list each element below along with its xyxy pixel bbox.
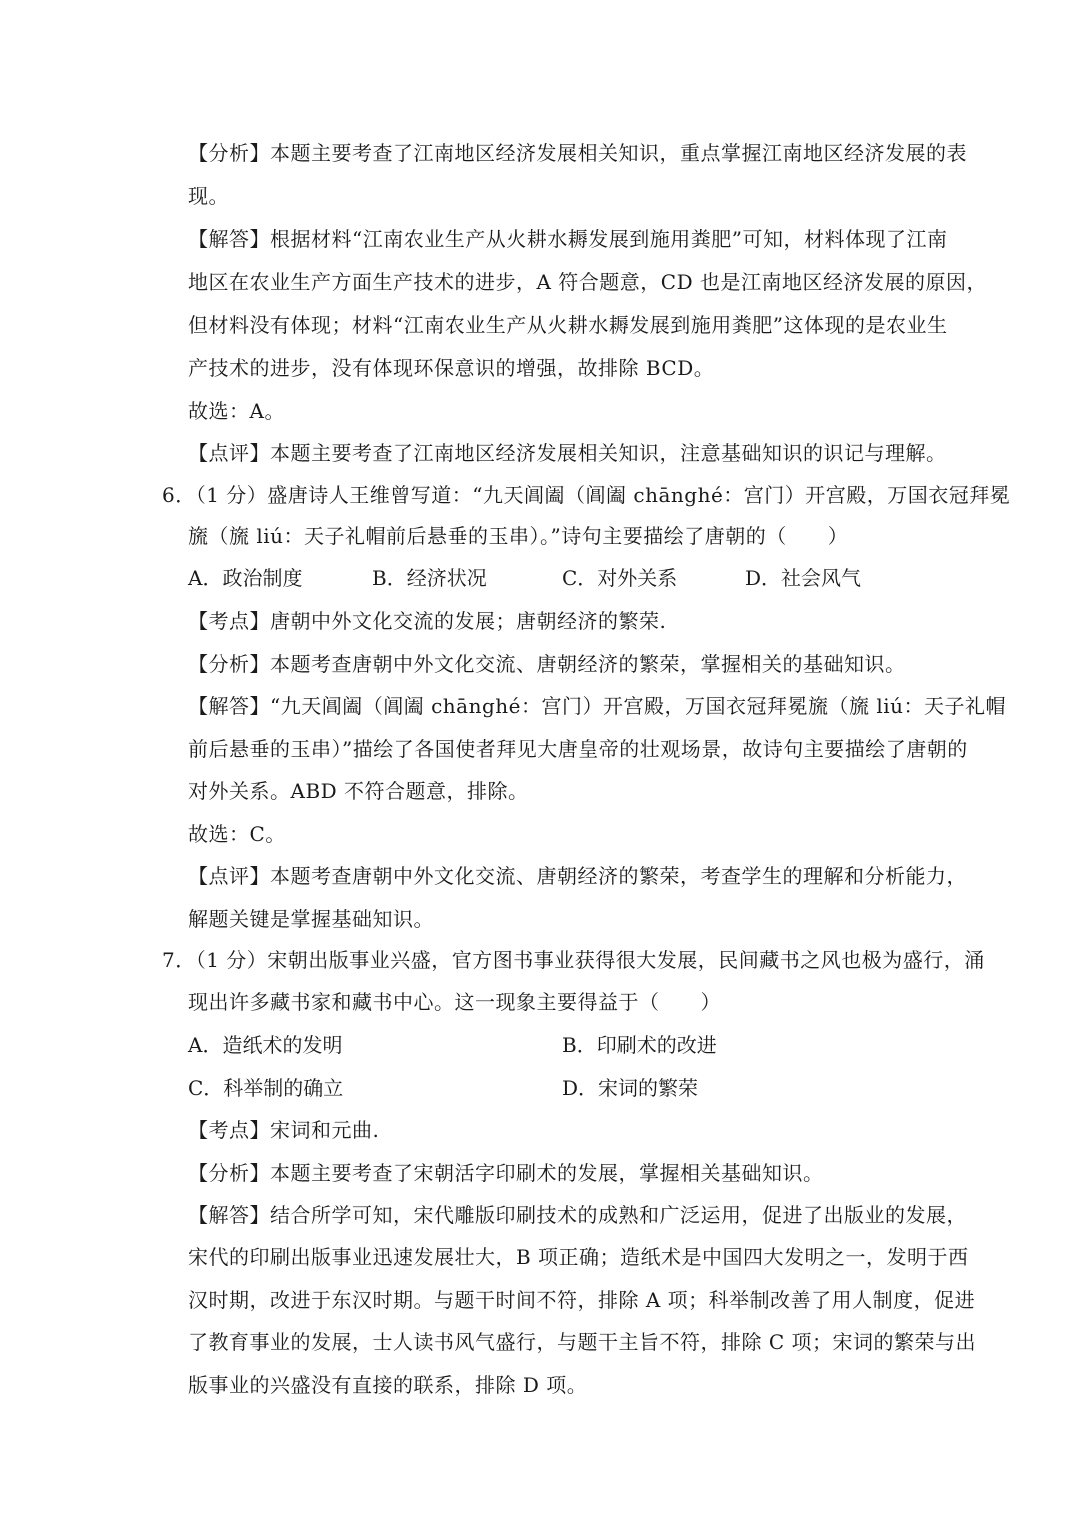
q6-option-a: A．政治制度 — [188, 566, 303, 590]
q5-answer-line-3: 但材料没有体现；材料“江南农业生产从火耕水耨发展到施用粪肥”这体现的是农业生 — [188, 313, 948, 337]
q7-analysis: 【分析】本题主要考查了宋朝活字印刷术的发展，掌握相关基础知识。 — [188, 1161, 824, 1185]
q5-analysis-line-1: 【分析】本题主要考查了江南地区经济发展相关知识，重点掌握江南地区经济发展的表 — [188, 141, 967, 165]
q5-answer-line-4: 产技术的进步，没有体现环保意识的增强，故排除 BCD。 — [188, 356, 715, 380]
q7-option-a: A．造纸术的发明 — [188, 1033, 343, 1057]
q5-answer-line-1: 【解答】根据材料“江南农业生产从火耕水耨发展到施用粪肥”可知，材料体现了江南 — [188, 227, 948, 251]
q6-comment-line-2: 解题关键是掌握基础知识。 — [188, 907, 434, 931]
q5-answer-line-2: 地区在农业生产方面生产技术的进步，A 符合题意，CD 也是江南地区经济发展的原因， — [188, 270, 987, 294]
q7-answer-line-5: 版事业的兴盛没有直接的联系，排除 D 项。 — [188, 1373, 588, 1397]
q7-option-c: C．科举制的确立 — [188, 1076, 344, 1100]
q6-comment-line-1: 【点评】本题考查唐朝中外文化交流、唐朝经济的繁荣，考查学生的理解和分析能力， — [188, 864, 967, 888]
q6-analysis: 【分析】本题考查唐朝中外文化交流、唐朝经济的繁荣，掌握相关的基础知识。 — [188, 652, 906, 676]
q6-stem-line-1: 6．（1 分）盛唐诗人王维曾写道：“九天阊阖（阊阖 chānghé：宫门）开宫殿，万国衣冠拜冕 — [162, 483, 1011, 507]
q6-option-d: D．社会风气 — [745, 566, 862, 590]
q7-option-d: D．宋词的繁荣 — [562, 1076, 699, 1100]
q6-answer-line-3: 对外关系。ABD 不符合题意，排除。 — [188, 779, 529, 803]
q7-point: 【考点】宋词和元曲. — [188, 1118, 380, 1142]
q7-answer-line-1: 【解答】结合所学可知，宋代雕版印刷技术的成熟和广泛运用，促进了出版业的发展， — [188, 1203, 967, 1227]
q7-answer-line-4: 了教育事业的发展，士人读书风气盛行，与题干主旨不符，排除 C 项；宋词的繁荣与出 — [188, 1330, 977, 1354]
q7-option-b: B．印刷术的改进 — [562, 1033, 717, 1057]
q5-choice: 故选：A。 — [188, 399, 285, 423]
q7-stem-line-1: 7．（1 分）宋朝出版事业兴盛，官方图书事业获得很大发展，民间藏书之风也极为盛行，涌 — [162, 948, 985, 972]
q6-option-c: C．对外关系 — [562, 566, 678, 590]
q6-point: 【考点】唐朝中外文化交流的发展；唐朝经济的繁荣. — [188, 609, 667, 633]
q7-answer-line-3: 汉时期，改进于东汉时期。与题干时间不符，排除 A 项；科举制改善了用人制度，促进 — [188, 1288, 976, 1312]
q5-comment: 【点评】本题主要考查了江南地区经济发展相关知识，注意基础知识的识记与理解。 — [188, 441, 947, 465]
q6-answer-line-2: 前后悬垂的玉串）”描绘了各国使者拜见大唐皇帝的壮观场景，故诗句主要描绘了唐朝的 — [188, 737, 968, 761]
q7-answer-line-2: 宋代的印刷出版事业迅速发展壮大，B 项正确；造纸术是中国四大发明之一，发明于西 — [188, 1245, 969, 1269]
q6-option-b: B．经济状况 — [372, 566, 487, 590]
q6-choice: 故选：C。 — [188, 822, 286, 846]
q6-stem-line-2: 旒（旒 liú：天子礼帽前后悬垂的玉串）。”诗句主要描绘了唐朝的（ ） — [188, 524, 849, 548]
q7-stem-line-2: 现出许多藏书家和藏书中心。这一现象主要得益于（ ） — [188, 990, 721, 1014]
q6-answer-line-1: 【解答】“九天阊阖（阊阖 chānghé：宫门）开宫殿，万国衣冠拜冕旒（旒 liú：天子礼帽 — [188, 694, 1007, 718]
q5-analysis-line-2: 现。 — [188, 184, 229, 208]
